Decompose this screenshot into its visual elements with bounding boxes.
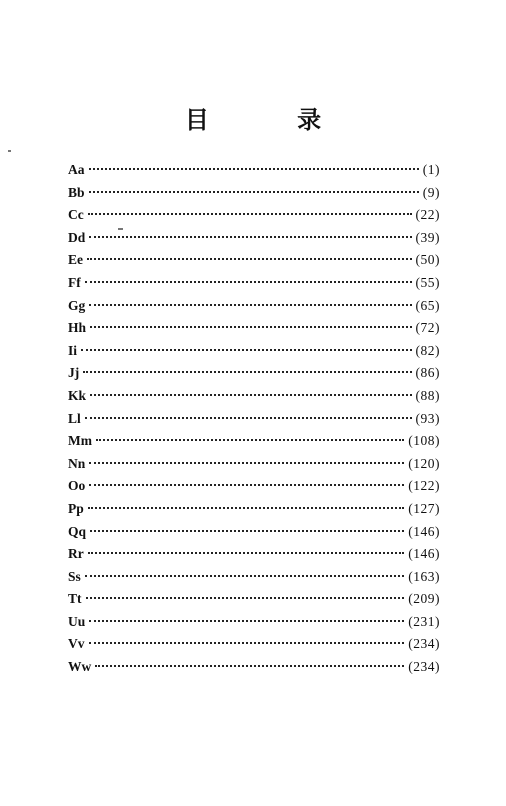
toc-entry-letter: Dd [68,229,86,245]
toc-entry-page: (127) [408,500,440,516]
toc-entry-letter: Oo [68,478,86,494]
scan-speck [118,228,123,230]
dot-leader [88,213,412,215]
toc-entry-page: (22) [415,207,440,223]
toc-entry-page: (39) [415,229,440,245]
toc-entry [68,252,440,275]
dot-leader [89,304,411,306]
toc-entry-letter: Ee [68,252,83,268]
toc-entry-page: (120) [408,455,440,471]
dot-leader [89,620,404,622]
toc-entry-page: (55) [415,274,440,290]
toc-entry [68,659,440,682]
toc-entry-letter: Kk [68,387,87,403]
toc-entry-letter: Ss [68,568,81,584]
toc-entry-page: (93) [415,410,440,426]
toc-entry-page: (9) [422,184,440,200]
dot-leader [96,439,404,441]
dot-leader [88,507,404,509]
toc-entry [68,365,440,388]
toc-entry [68,433,440,456]
toc-entry [68,411,440,434]
toc-entry-page: (72) [415,320,440,336]
toc-entry-page: (146) [408,546,440,562]
toc-entry [68,524,440,547]
dot-leader [83,371,411,373]
toc-entry [68,388,440,411]
toc-entry [68,636,440,659]
toc-entry [68,185,440,208]
toc-entry [68,320,440,343]
dot-leader [87,258,412,260]
toc-entry [68,298,440,321]
toc-entry-page: (231) [408,613,440,629]
toc-entry-page: (122) [408,478,440,494]
dot-leader [81,349,411,351]
toc-entry-page: (65) [415,297,440,313]
dot-leader [89,642,405,644]
toc-entry-page: (108) [408,433,440,449]
toc-entry-page: (146) [408,523,440,539]
toc-entry-page: (209) [408,591,440,607]
toc-entry-letter: Gg [68,297,86,313]
dot-leader [88,552,405,554]
toc-entry [68,230,440,253]
dot-leader [90,326,411,328]
toc-entry-letter: Nn [68,455,86,471]
toc-entry-letter: Cc [68,207,84,223]
toc-entry-letter: Ww [68,659,92,675]
toc-entry-letter: Bb [68,184,85,200]
toc-entry-letter: Uu [68,613,86,629]
scan-speck [8,150,11,152]
toc-entry-letter: Mm [68,433,92,449]
page-title: 目 录 [184,106,362,134]
toc-entry [68,275,440,298]
toc-entry-letter: Aa [68,162,85,177]
dot-leader [89,462,404,464]
toc-entry [68,546,440,569]
toc-entry [68,569,440,592]
toc-entry-letter: Pp [68,500,84,516]
toc-entry [68,614,440,637]
toc-entry-letter: Ii [68,342,78,358]
toc-entry-letter: Ll [68,410,81,426]
dot-leader [86,597,405,599]
dot-leader [89,484,404,486]
dot-leader [95,665,404,667]
dot-leader [90,394,411,396]
toc-entry [68,478,440,501]
toc-entry-letter: Jj [68,365,80,381]
toc-entry-page: (50) [415,252,440,268]
toc-entry [68,591,440,614]
toc-entry-page: (163) [408,568,440,584]
toc-entry-page: (234) [408,636,440,652]
toc-entry [68,501,440,524]
toc-entry-letter: Qq [68,523,87,539]
dot-leader [90,530,404,532]
toc-entry-letter: Vv [68,636,85,652]
toc-entry-page: (1) [422,162,440,177]
toc-entry-letter: Rr [68,546,84,562]
toc-entry-letter: Tt [68,591,82,607]
toc-entry-letter: Hh [68,320,87,336]
toc-entry [68,343,440,366]
toc-entry-page: (86) [415,365,440,381]
toc-entry-page: (88) [415,387,440,403]
toc-entry-page: (82) [415,342,440,358]
table-of-contents [68,162,440,682]
dot-leader [89,191,419,193]
dot-leader [85,575,404,577]
dot-leader [85,417,412,419]
dot-leader [89,236,411,238]
dot-leader [89,168,419,170]
toc-entry [68,162,440,185]
toc-entry [68,207,440,230]
dot-leader [85,281,412,283]
toc-entry-letter: Ff [68,274,81,290]
toc-entry [68,456,440,479]
toc-entry-page: (234) [408,659,440,675]
